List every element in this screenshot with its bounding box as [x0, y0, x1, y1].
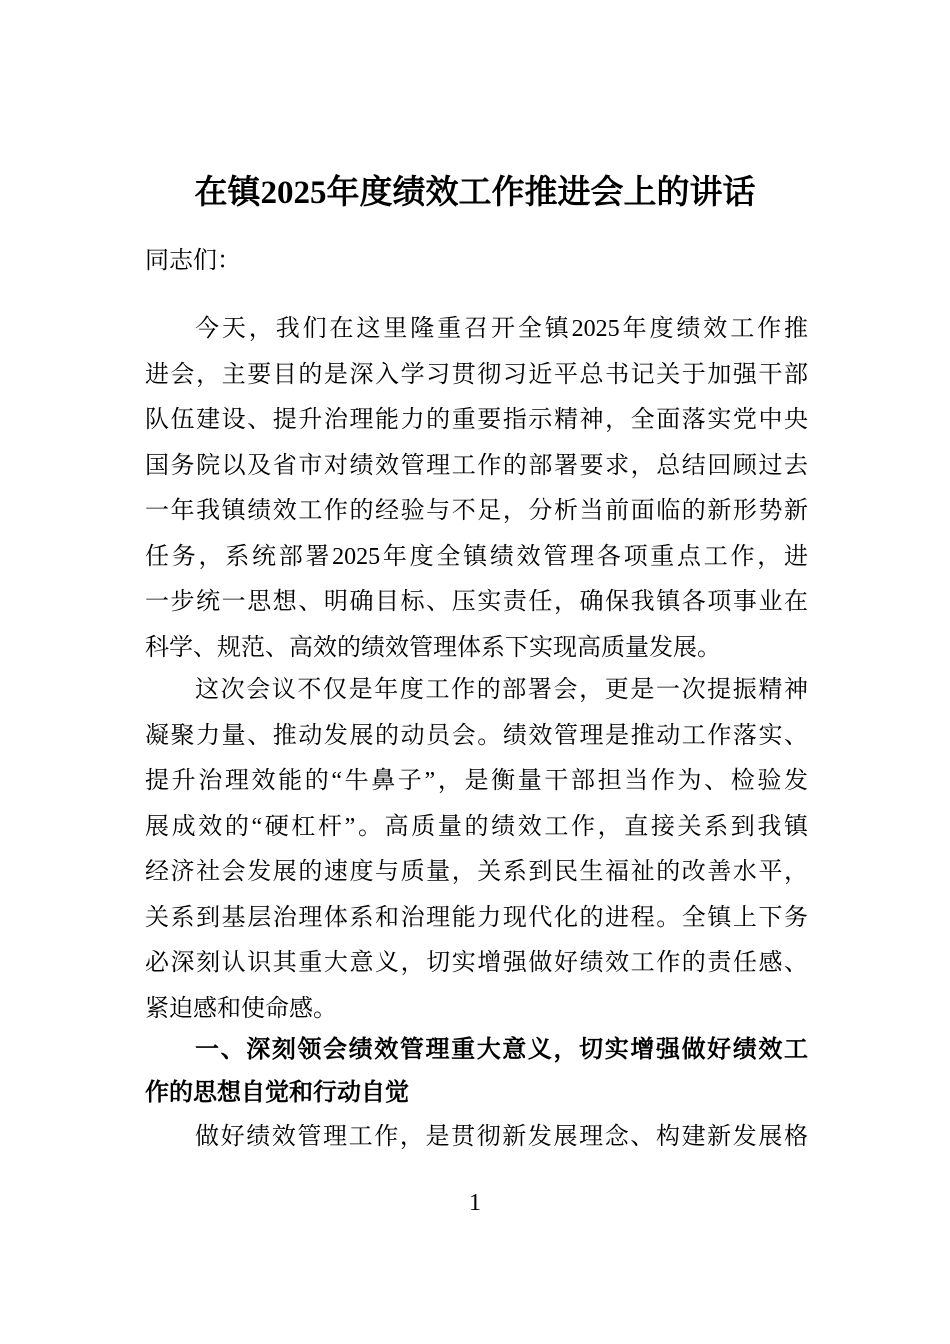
paragraph-line: 凝聚力量、推动发展的动员会。绩效管理是推动工作落实、 — [145, 722, 808, 749]
paragraph-line: 紧迫感和使命感。 — [145, 995, 337, 1022]
document-title: 在镇2025年度绩效工作推进会上的讲话 — [194, 175, 756, 211]
heading-line: 作的思想自觉和行动自觉 — [145, 1079, 409, 1106]
paragraph-line: 科学、规范、高效的绩效管理体系下实现高质量发展。 — [145, 634, 721, 661]
paragraph-line: 经济社会发展的速度与质量，关系到民生福祉的改善水平， — [145, 859, 808, 885]
paragraph-line: 国务院以及省市对绩效管理工作的部署要求，总结回顾过去 — [145, 452, 808, 479]
paragraph-2 — [145, 668, 808, 1032]
page-number: 1 — [469, 1190, 481, 1216]
paragraph-line: 关系到基层治理体系和治理能力现代化的进程。全镇上下务 — [145, 904, 808, 931]
section-heading-1 — [145, 1028, 808, 1114]
paragraph-line: 必深刻认识其重大意义，切实增强做好绩效工作的责任感、 — [145, 950, 808, 976]
paragraph-line: 做好绩效管理工作，是贯彻新发展理念、构建新发展格 — [195, 1124, 808, 1150]
paragraph-line: 今天，我们在这里隆重召开全镇2025年度绩效工作推 — [195, 316, 808, 342]
paragraph-line: 进会，主要目的是深入学习贯彻习近平总书记关于加强干部 — [145, 361, 808, 388]
paragraph-3 — [145, 1115, 808, 1161]
paragraph-line: 这次会议不仅是年度工作的部署会，更是一次提振精神 — [195, 677, 808, 703]
paragraph-line: 提升治理效能的“牛鼻子”，是衡量干部担当作为、检验发 — [145, 768, 808, 794]
paragraph-1 — [145, 307, 808, 671]
paragraph-line: 一年我镇绩效工作的经验与不足，分析当前面临的新形势新 — [145, 498, 808, 524]
heading-line: 一、深刻领会绩效管理重大意义，切实增强做好绩效工 — [195, 1036, 808, 1063]
paragraph-line: 任务，系统部署2025年度全镇绩效管理各项重点工作，进 — [145, 543, 808, 570]
salutation-text: 同志们： — [145, 248, 241, 274]
paragraph-line: 展成效的“硬杠杆”。高质量的绩效工作，直接关系到我镇 — [145, 813, 808, 840]
salutation — [145, 239, 808, 285]
paragraph-line: 队伍建设、提升治理能力的重要指示精神，全面落实党中央 — [145, 407, 808, 433]
paragraph-line: 一步统一思想、明确目标、压实责任，确保我镇各项事业在 — [145, 589, 808, 615]
